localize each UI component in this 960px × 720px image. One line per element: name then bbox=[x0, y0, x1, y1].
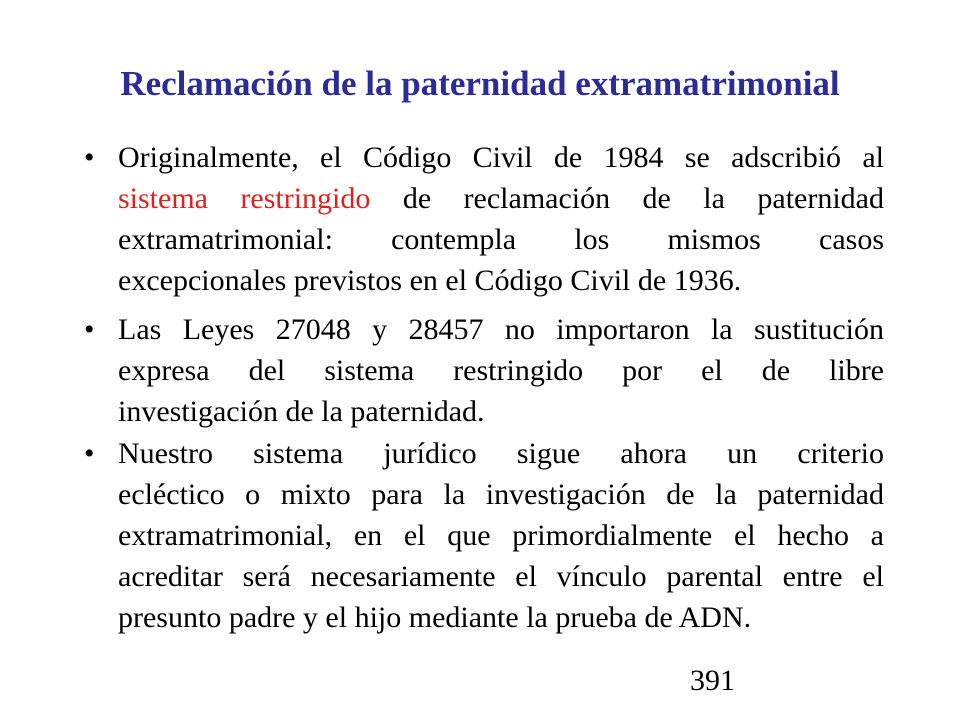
text-line bbox=[118, 178, 884, 219]
text-line: Originalmente, el Código Civil de 1984 se adscribió al bbox=[118, 141, 884, 174]
bullet-dot: • bbox=[84, 141, 95, 174]
page-number: 391 bbox=[690, 664, 735, 697]
bullet-dot: • bbox=[84, 437, 95, 470]
text-line: extramatrimonial, en el que primordialmente el hecho a bbox=[118, 519, 884, 552]
text-segment: de reclamación de la paternidad bbox=[370, 182, 884, 215]
text-line: acreditar será necesariamente el vínculo parental entre el bbox=[118, 560, 884, 593]
text-line: ecléctico o mixto para la investigación de la paternidad bbox=[118, 478, 884, 511]
text-line: excepcionales previstos en el Código Civil de 1936. bbox=[118, 264, 742, 297]
bullet-text bbox=[118, 433, 884, 638]
slide-title: Reclamación de la paternidad extramatrimonial bbox=[120, 64, 840, 103]
bullet-text bbox=[118, 137, 884, 301]
highlighted-term: sistema restringido bbox=[118, 182, 371, 215]
text-line: investigación de la paternidad. bbox=[118, 395, 485, 428]
text-line: expresa del sistema restringido por el de libre bbox=[118, 354, 884, 387]
bullet-text bbox=[118, 309, 884, 432]
bullet-dot: • bbox=[84, 313, 95, 346]
text-line: Nuestro sistema jurídico sigue ahora un criterio bbox=[118, 437, 884, 470]
text-line: Las Leyes 27048 y 28457 no importaron la sustitución bbox=[118, 313, 884, 346]
text-line: presunto padre y el hijo mediante la prueba de ADN. bbox=[118, 601, 752, 634]
text-line: extramatrimonial: contempla los mismos casos bbox=[118, 223, 884, 256]
